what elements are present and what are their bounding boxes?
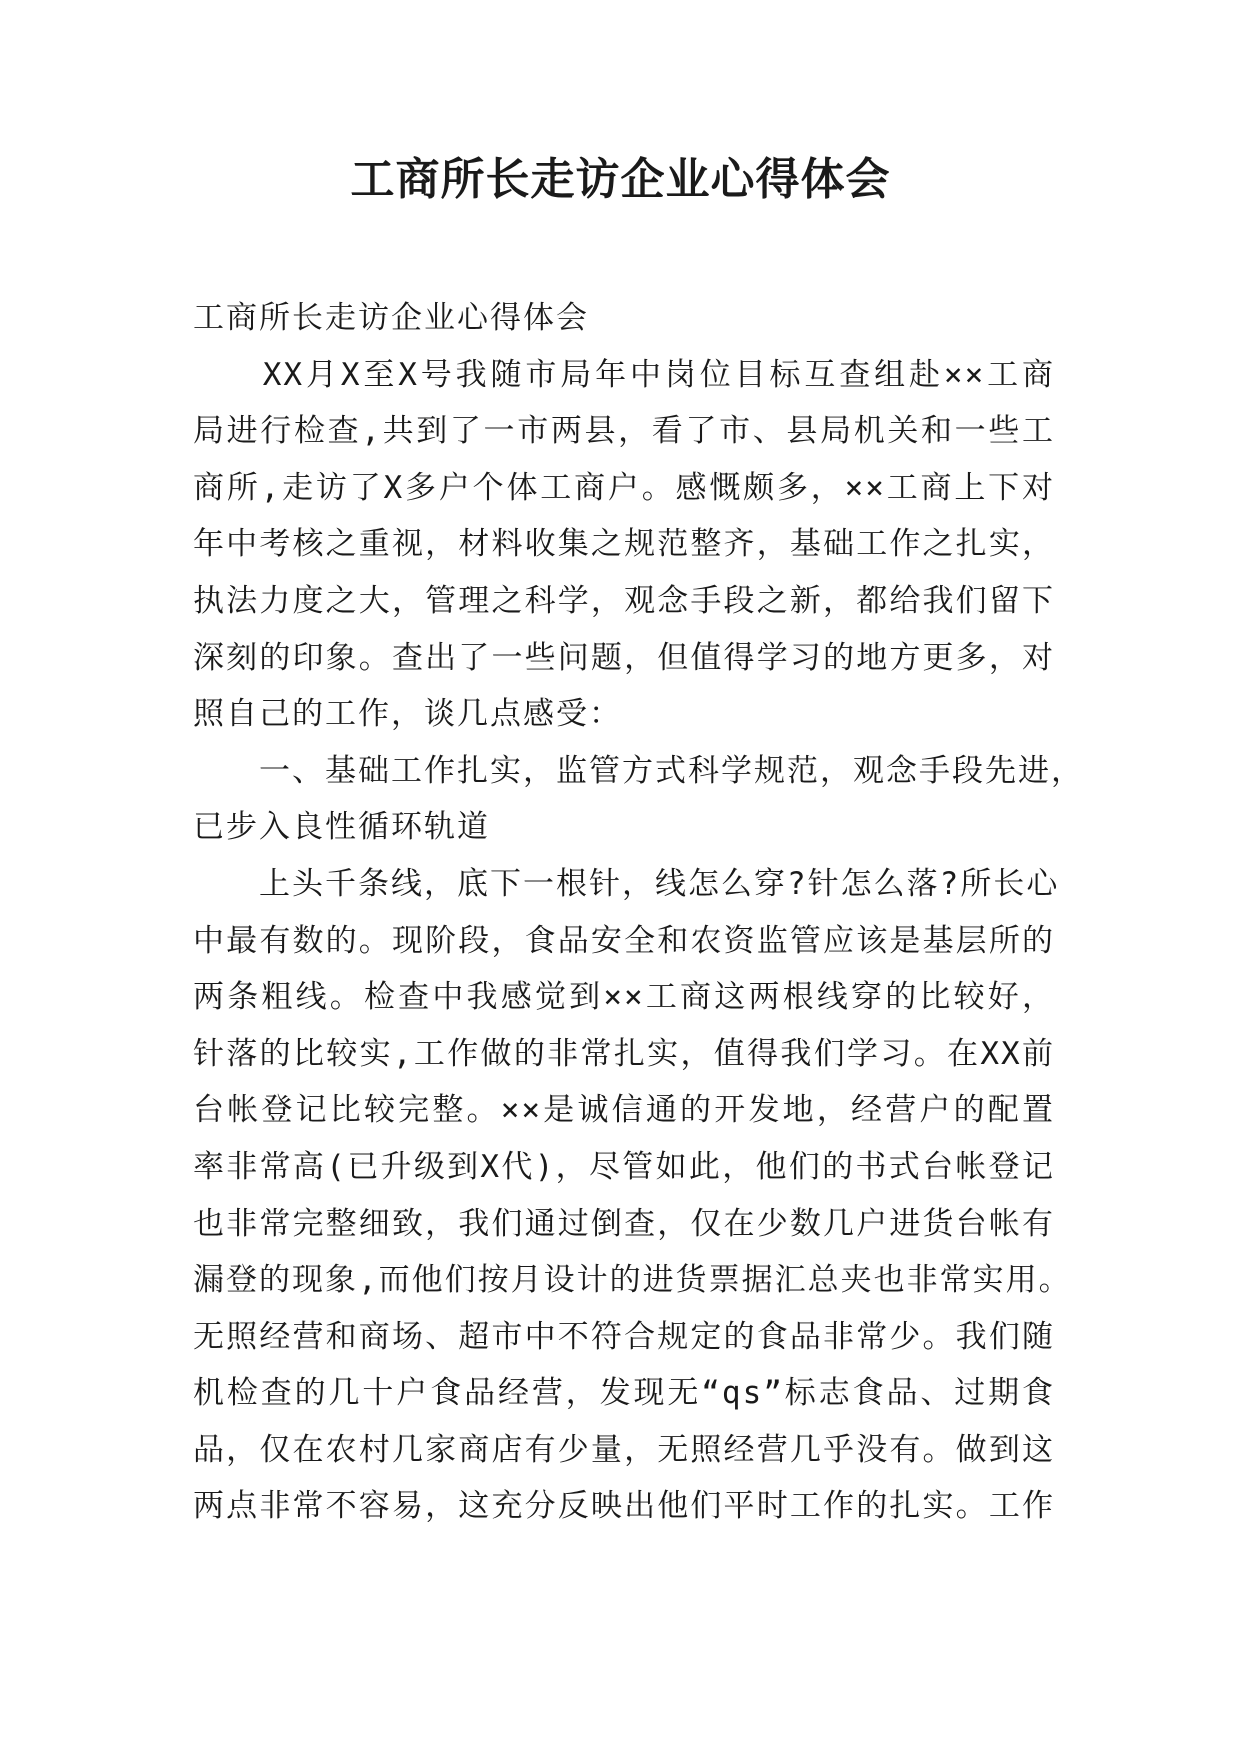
body-line: 无照经营和商场、超市中不符合规定的食品非常少。我们随 bbox=[193, 1318, 1055, 1355]
body-line: 漏登的现象,而他们按月设计的进货票据汇总夹也非常实用。 bbox=[193, 1262, 1072, 1299]
body-line: XX月X至X号我随市局年中岗位目标互查组赴××工商 bbox=[193, 356, 1055, 393]
document-title: 工商所长走访企业心得体会 bbox=[350, 154, 891, 205]
body-line: 率非常高(已升级到X代)，尽管如此，他们的书式台帐登记 bbox=[193, 1148, 1055, 1185]
body-line: 局进行检查,共到了一市两县，看了市、县局机关和一些工 bbox=[193, 413, 1055, 450]
body-line: 一、基础工作扎实，监管方式科学规范，观念手段先进， bbox=[193, 752, 1084, 789]
body-line: 品，仅在农村几家商店有少量，无照经营几乎没有。做到这 bbox=[193, 1431, 1055, 1468]
body-line: 深刻的印象。查出了一些问题，但值得学习的地方更多，对 bbox=[193, 639, 1055, 676]
body-line: 上头千条线，底下一根针，线怎么穿?针怎么落?所长心 bbox=[193, 865, 1060, 902]
body-line: 机检查的几十户食品经营，发现无“qs”标志食品、过期食 bbox=[193, 1375, 1055, 1412]
body-line: 针落的比较实,工作做的非常扎实，值得我们学习。在XX前 bbox=[193, 1035, 1055, 1072]
body-line: 商所,走访了X多户个体工商户。感慨颇多，××工商上下对 bbox=[193, 469, 1055, 506]
body-line: 已步入良性循环轨道 bbox=[193, 809, 490, 846]
body-line: 中最有数的。现阶段，食品安全和农资监管应该是基层所的 bbox=[193, 922, 1055, 959]
body-line: 执法力度之大，管理之科学，观念手段之新，都给我们留下 bbox=[193, 582, 1055, 619]
body-line: 工商所长走访企业心得体会 bbox=[193, 300, 589, 336]
body-line: 两条粗线。检查中我感觉到××工商这两根线穿的比较好， bbox=[193, 979, 1055, 1016]
body-line: 照自己的工作，谈几点感受： bbox=[193, 696, 622, 733]
body-line: 也非常完整细致，我们通过倒查，仅在少数几户进货台帐有 bbox=[193, 1205, 1055, 1242]
document-body bbox=[193, 290, 1084, 1535]
body-line: 年中考核之重视，材料收集之规范整齐，基础工作之扎实， bbox=[193, 526, 1055, 563]
body-line: 台帐登记比较完整。××是诚信通的开发地，经营户的配置 bbox=[193, 1092, 1055, 1129]
body-line: 两点非常不容易，这充分反映出他们平时工作的扎实。工作 bbox=[193, 1488, 1055, 1525]
